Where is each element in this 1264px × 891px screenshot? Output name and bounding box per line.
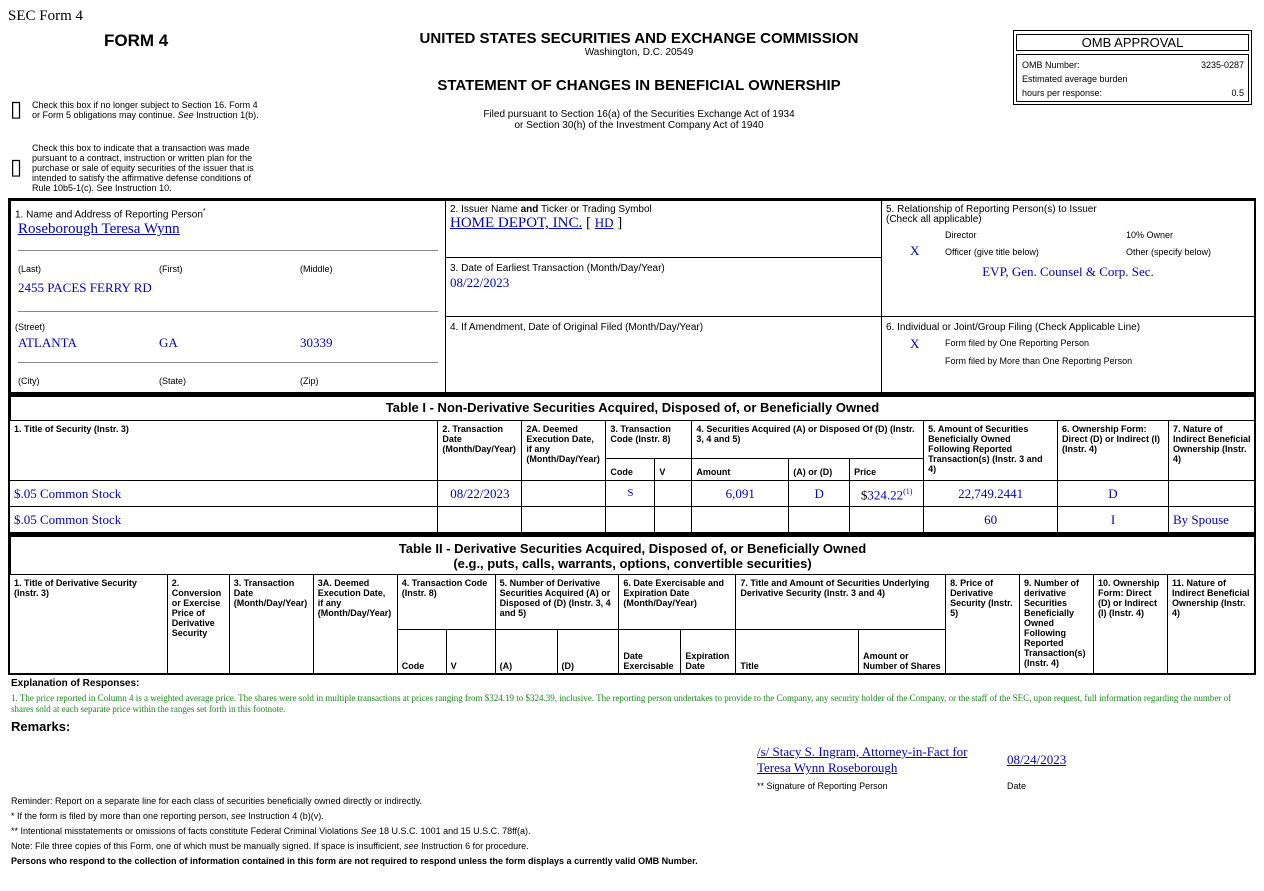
omb-approval-box [1013, 30, 1252, 105]
t2-header-a-sub: (A) [495, 630, 557, 675]
ticker-bracket-open: [ [585, 215, 591, 231]
filing-one-checkmark: X [910, 336, 920, 351]
note-copies: Note: File three copies of this Form, one of which must be manually signed. If space is insufficient, see Instruction 6 for procedure. [11, 841, 529, 851]
ten-percent-owner-label: 10% Owner [1126, 230, 1174, 240]
t2-header-conversion: 2. Conversion or Exercise Price of Derivative Security [167, 575, 229, 675]
city-value: ATLANTA [18, 335, 77, 350]
relationship-label-2: (Check all applicable) [886, 214, 982, 225]
t1-row1-amount: 6,091 [692, 481, 789, 507]
table1-title: Table I - Non-Derivative Securities Acquired, Disposed of, or Beneficially Owned [10, 396, 1255, 421]
t1-header-owned: 5. Amount of Securities Beneficially Owned Following Reported Transaction(s) (Instr. 3 and 4) [924, 421, 1058, 481]
omb-details [1016, 54, 1249, 102]
t1-row2-price [850, 507, 924, 533]
t1-row2-ad [789, 507, 850, 533]
footnote-1: 1. The price reported in Column 4 is a weighted average price. The shares were sold in multiple transactions at prices ranging from $324.19 to $324.39, inclusive. The reporting person undertakes to provide to the Company, any security holder of the Company, or the staff of the SEC, upon request, full information regarding the number of shares sold at each separate price within the ranges set forth in this footnote. [11, 693, 1232, 714]
t2-header-code-sub: Code [397, 630, 446, 675]
issuer-section [445, 200, 882, 258]
reminder-text: Reminder: Report on a separate line for each class of securities beneficially owned directly or indirectly. [11, 796, 423, 806]
reporting-person-section [10, 200, 446, 393]
reporting-person-name-link[interactable]: Roseborough Teresa Wynn [18, 221, 180, 237]
t2-header-title: 1. Title of Derivative Security (Instr. 3) [10, 575, 168, 675]
commission-location: Washington, D.C. 20549 [584, 47, 694, 58]
omb-burden-label: Estimated average burden [1022, 74, 1128, 84]
rule10b5-checkbox[interactable]: ▯ [10, 155, 23, 180]
t1-row2-form: I [1058, 507, 1169, 533]
relationship-section [881, 200, 1255, 317]
t1-row2-deemed [522, 507, 606, 533]
name-divider [18, 250, 438, 251]
issuer-ticker-link[interactable]: HD [594, 215, 614, 230]
t1-row1-date: 08/22/2023 [438, 481, 522, 507]
t2-header-exercisable: 6. Date Exercisable and Expiration Date (Month/Day/Year) [619, 575, 736, 630]
t1-header-v-sub: V [655, 459, 692, 481]
filed-pursuant-2: or Section 30(h) of the Investment Company Act of 1940 [514, 120, 764, 131]
omb-notice: Persons who respond to the collection of information contained in this form are not required to respond unless the form displays a currently valid OMB Number. [11, 856, 698, 866]
t2-header-price: 8. Price of Derivative Security (Instr. 5) [946, 575, 1020, 675]
header-center [330, 30, 948, 131]
t2-header-exercisable-sub: Date Exercisable [619, 630, 681, 675]
t1-header-form: 6. Ownership Form: Direct (D) or Indirect (I) (Instr. 4) [1058, 421, 1169, 481]
signature-date-link[interactable]: 08/24/2023 [1007, 752, 1067, 767]
filing-one-label: Form filed by One Reporting Person [945, 338, 1090, 348]
form-name: FORM 4 [104, 31, 169, 50]
t2-header-nature: 11. Nature of Indirect Beneficial Ownership (Instr. 4) [1167, 575, 1255, 675]
issuer-label: 2. Issuer Name and Ticker or Trading Symbol [450, 204, 652, 215]
city-label: (City) [18, 376, 40, 386]
t1-row2-title: $.05 Common Stock [10, 507, 438, 533]
signature-label: ** Signature of Reporting Person [757, 781, 888, 791]
date-label: Date [1007, 781, 1027, 791]
commission-title: UNITED STATES SECURITIES AND EXCHANGE COMMISSION [419, 30, 859, 47]
t1-header-price-sub: Price [850, 459, 924, 481]
t1-row2-date [438, 507, 522, 533]
t2-header-underlying: 7. Title and Amount of Securities Underlying Derivative Security (Instr. 3 and 4) [736, 575, 946, 630]
t2-header-expiration-sub: Expiration Date [681, 630, 736, 675]
t1-row1-title: $.05 Common Stock [10, 481, 438, 507]
omb-hours-label: hours per response: [1022, 88, 1103, 98]
t1-row2-owned: 60 [924, 507, 1058, 533]
earliest-date-label: 3. Date of Earliest Transaction (Month/Day/Year) [450, 263, 665, 274]
amendment-label: 4. If Amendment, Date of Original Filed (Month/Day/Year) [450, 322, 704, 333]
filing-more-label: Form filed by More than One Reporting Person [945, 356, 1133, 366]
t1-row2-code [606, 507, 655, 533]
t1-row1-owned: 22,749.2441 [924, 481, 1058, 507]
rule10b5-text: Check this box to indicate that a transaction was made pursuant to a contract, instruction or written plan for the purchase or sale of equity securities of the issuer that is intended to satisfy the affirmative defense conditions of Rule 10b5-1(c). See Instruction 10. [32, 143, 254, 193]
t1-row1-deemed [522, 481, 606, 507]
filing-type-section [881, 316, 1255, 393]
t1-row1-code: S [606, 481, 655, 507]
section16-text: Check this box if no longer subject to Section 16. Form 4 or Form 5 obligations may continue. See Instruction 1(b). [32, 100, 259, 120]
statement-title: STATEMENT OF CHANGES IN BENEFICIAL OWNERSHIP [437, 77, 841, 94]
t1-row1-ad: D [789, 481, 850, 507]
filed-pursuant-1: Filed pursuant to Section 16(a) of the Securities Exchange Act of 1934 [483, 109, 795, 120]
t1-header-date: 2. Transaction Date (Month/Day/Year) [438, 421, 522, 481]
table2 [9, 574, 1256, 675]
explanation-label: Explanation of Responses: [11, 678, 140, 689]
table-row [10, 507, 1256, 533]
officer-label: Officer (give title below) [945, 247, 1039, 257]
relationship-label-1: 5. Relationship of Reporting Person(s) to Issuer [886, 204, 1097, 215]
t2-header-amount-sub: Amount or Number of Shares [859, 630, 946, 675]
first-label: (First) [159, 264, 183, 274]
t2-header-owned: 9. Number of derivative Securities Beneficially Owned Following Reported Transaction(s) (Instr. 4) [1020, 575, 1094, 675]
reporting-person-label: 1. Name and Address of Reporting Person* [15, 208, 206, 221]
state-label: (State) [159, 376, 187, 386]
t1-row2-amount [692, 507, 789, 533]
t1-header-acquired: 4. Securities Acquired (A) or Disposed Of (D) (Instr. 3, 4 and 5) [692, 421, 924, 459]
t2-header-number: 5. Number of Derivative Securities Acquired (A) or Disposed of (D) (Instr. 3, 4 and 5) [495, 575, 619, 630]
remarks-label: Remarks: [11, 719, 71, 734]
filing-type-label: 6. Individual or Joint/Group Filing (Check Applicable Line) [886, 322, 1141, 333]
street-label: (Street) [15, 322, 46, 332]
t1-header-deemed: 2A. Deemed Execution Date, if any (Month/Day/Year) [522, 421, 606, 481]
t2-header-title-sub: Title [736, 630, 859, 675]
t1-row2-v [655, 507, 692, 533]
t1-row2-nature: By Spouse [1168, 507, 1255, 533]
t2-header-code: 4. Transaction Code (Instr. 8) [397, 575, 495, 630]
t2-header-deemed: 3A. Deemed Execution Date, if any (Month/Day/Year) [313, 575, 397, 675]
table2-title: Table II - Derivative Securities Acquired, Disposed of, or Beneficially Owned (e.g., puts, calls, warrants, options, convertible securities) [10, 536, 1255, 575]
t2-header-d-sub: (D) [557, 630, 619, 675]
state-value: GA [159, 335, 178, 350]
ticker-bracket-close: ] [617, 215, 623, 231]
t1-row1-v [655, 481, 692, 507]
note-multiple-persons: * If the form is filed by more than one reporting person, see Instruction 4 (b)(v). [11, 811, 324, 821]
officer-checkmark: X [910, 243, 920, 258]
issuer-name-row [450, 215, 622, 232]
t1-header-amount-sub: Amount [692, 459, 789, 481]
omb-title: OMB APPROVAL [1016, 34, 1249, 51]
signature-link[interactable]: /s/ Stacy S. Ingram, Attorney-in-Fact for Teresa Wynn Roseborough [757, 744, 968, 775]
t1-header-title: 1. Title of Security (Instr. 3) [10, 421, 438, 481]
zip-value: 30339 [300, 335, 333, 350]
t1-row1-form: D [1058, 481, 1169, 507]
sec-form-label: SEC Form 4 [8, 8, 84, 24]
issuer-name-link[interactable]: HOME DEPOT, INC. [450, 215, 583, 231]
omb-number-value: 3235-0287 [1200, 60, 1244, 70]
t1-header-code-sub: Code [606, 459, 655, 481]
street-divider [18, 311, 438, 312]
omb-hours-value: 0.5 [1231, 88, 1244, 98]
table-row [10, 481, 1256, 507]
street-value: 2455 PACES FERRY RD [18, 280, 152, 295]
t2-header-date: 3. Transaction Date (Month/Day/Year) [229, 575, 313, 675]
t1-row1-nature [1168, 481, 1255, 507]
city-divider [18, 362, 438, 363]
middle-label: (Middle) [300, 264, 333, 274]
last-label: (Last) [18, 264, 42, 274]
t1-header-ad-sub: (A) or (D) [789, 459, 850, 481]
other-label: Other (specify below) [1126, 247, 1212, 257]
officer-title-value: EVP, Gen. Counsel & Corp. Sec. [982, 264, 1154, 279]
footnote-ref: (1) [903, 487, 913, 497]
omb-number-label: OMB Number: [1022, 60, 1080, 70]
t1-row1-price: $324.22$^{(1)}$ [850, 481, 924, 507]
earliest-date-value: 08/22/2023 [450, 275, 510, 290]
t1-header-nature: 7. Nature of Indirect Beneficial Ownership (Instr. 4) [1168, 421, 1255, 481]
zip-label: (Zip) [300, 376, 319, 386]
director-label: Director [945, 230, 977, 240]
table1 [9, 420, 1256, 533]
note-violations: ** Intentional misstatements or omissions of facts constitute Federal Criminal Violations See 18 U.S.C. 1001 and 15 U.S.C. 78ff(a). [11, 826, 531, 836]
section16-checkbox[interactable]: ▯ [10, 97, 23, 122]
t2-header-v-sub: V [446, 630, 495, 675]
earliest-date-section [445, 257, 882, 317]
t1-header-code: 3. Transaction Code (Instr. 8) [606, 421, 692, 459]
amendment-section [445, 316, 882, 393]
t2-header-form: 10. Ownership Form: Direct (D) or Indirect (I) (Instr. 4) [1093, 575, 1167, 675]
